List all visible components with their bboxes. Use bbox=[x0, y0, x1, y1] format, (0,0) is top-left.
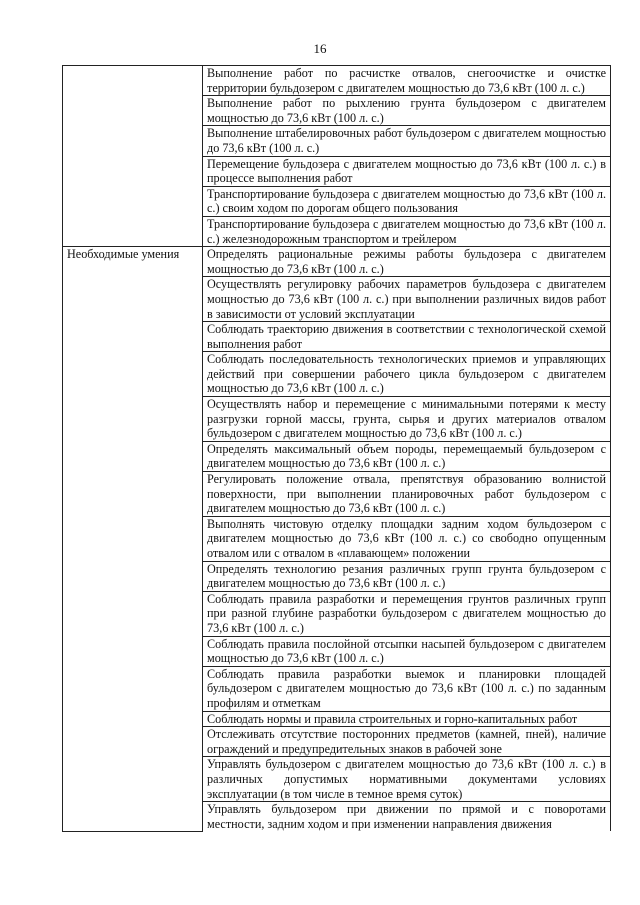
table-cell: Транспортирование бульдозера с двигателем мощностью до 73,6 кВт (100 л. с.) своим ходом по дорогам общего пользования bbox=[203, 186, 611, 216]
table-cell: Соблюдать нормы и правила строительных и горно-капитальных работ bbox=[203, 711, 611, 727]
table-cell: Определять технологию резания различных групп грунта бульдозером с двигателем мощностью до 73,6 кВт (100 л. с.) bbox=[203, 561, 611, 591]
table-cell: Соблюдать правила разработки и перемещения грунтов различных групп при разной глубине разработки бульдозером с двигателем мощностью до 73,6 кВт (100 л. с.) bbox=[203, 591, 611, 636]
continued-label-cell bbox=[63, 66, 203, 247]
table-cell: Перемещение бульдозера с двигателем мощностью до 73,6 кВт (100 л. с.) в процессе выполнения работ bbox=[203, 156, 611, 186]
skills-label: Необходимые умения bbox=[63, 247, 203, 832]
table-cell: Выполнять чистовую отделку площадки задним ходом бульдозером с двигателем мощностью до 73,6 кВт (100 л. с.) со свободно опущенным отвалом или с отвалом в «плавающем» положении bbox=[203, 516, 611, 561]
table-cell: Выполнение штабелировочных работ бульдозером с двигателем мощностью до 73,6 кВт (100 л. с.) bbox=[203, 126, 611, 156]
table-cell: Управлять бульдозером с двигателем мощностью до 73,6 кВт (100 л. с.) в различных допустимых нормативными документами условиях эксплуатации (в том числе в темное время суток) bbox=[203, 757, 611, 802]
table-cell: Управлять бульдозером при движении по прямой и с поворотами местности, задним ходом и при изменении направления движения bbox=[203, 802, 611, 832]
table-cell: Соблюдать последовательность технологических приемов и управляющих действий при совершении рабочего цикла бульдозером с двигателем мощностью до 73,6 кВт (100 л. с.) bbox=[203, 352, 611, 397]
table-cell: Осуществлять набор и перемещение с минимальными потерями к месту разгрузки горной массы, грунта, сырья и других материалов отвалом бульдозером с двигателем мощностью до 73,6 кВт (100 л. с.) bbox=[203, 397, 611, 442]
table-cell: Регулировать положение отвала, препятствуя образованию волнистой поверхности, при выполнении планировочных работ бульдозером с двигателем мощностью до 73,6 кВт (100 л. с.) bbox=[203, 472, 611, 517]
table-cell: Отслеживать отсутствие посторонних предметов (камней, пней), наличие ограждений и предупредительных знаков в рабочей зоне bbox=[203, 727, 611, 757]
table-cell: Осуществлять регулировку рабочих параметров бульдозера с двигателем мощностью до 73,6 кВт (100 л. с.) при выполнении различных видов работ в зависимости от условий эксплуатации bbox=[203, 277, 611, 322]
table-cell: Выполнение работ по расчистке отвалов, снегоочистке и очистке территории бульдозером с двигателем мощностью до 73,6 кВт (100 л. с.) bbox=[203, 66, 611, 96]
table-cell: Транспортирование бульдозера с двигателем мощностью до 73,6 кВт (100 л. с.) железнодорожным транспортом и трейлером bbox=[203, 216, 611, 246]
table-row bbox=[63, 247, 611, 277]
table-cell: Соблюдать правила послойной отсыпки насыпей бульдозером с двигателем мощностью до 73,6 кВт (100 л. с.) bbox=[203, 636, 611, 666]
page-number: 16 bbox=[313, 41, 327, 56]
requirements-table bbox=[62, 65, 611, 832]
table-cell: Определять рациональные режимы работы бульдозера с двигателем мощностью до 73,6 кВт (100 л. с.) bbox=[203, 247, 611, 277]
table-cell: Соблюдать правила разработки выемок и планировки площадей бульдозером с двигателем мощностью до 73,6 кВт (100 л. с.) по заданным профилям и отметкам bbox=[203, 666, 611, 711]
table-cell: Выполнение работ по рыхлению грунта бульдозером с двигателем мощностью до 73,6 кВт (100 л. с.) bbox=[203, 96, 611, 126]
table-row bbox=[63, 66, 611, 96]
table-cell: Определять максимальный объем породы, перемещаемый бульдозером с двигателем мощностью до 73,6 кВт (100 л. с.) bbox=[203, 441, 611, 471]
table-cell: Соблюдать траекторию движения в соответствии с технологической схемой выполнения работ bbox=[203, 322, 611, 352]
